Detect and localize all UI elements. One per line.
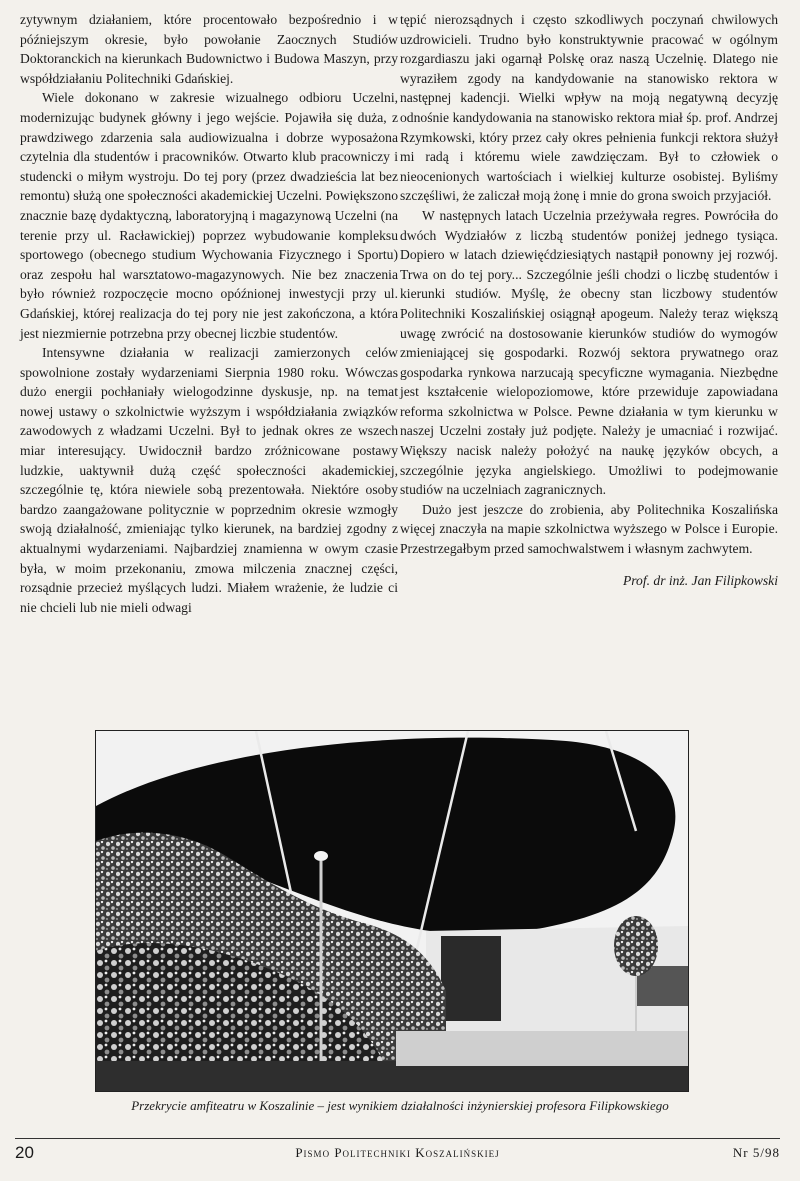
article-paragraph: tępić nierozsądnych i często szkodliwych poczynań chwilowych uzdrowicieli. Trudno było konstruktywnie pracować w ogólnym rozgardiaszu jaki ogarnął Polskę oraz naszą Uczelnię. Dlatego nie wyraziłem zgody na kandydowanie na stanowisko rektora w następnej kadencji. Wielki wpływ na moją negatywną decyzję odnośnie kandydowania na stanowisko rektora miał śp. prof. Andrzej Rzymkowski, który przez cały okres pełnienia funkcji rektora służył mi radą i któremu wiele zawdzięczam. Był to człowiek o nieocenionych wartościach i wielkiej kulturze osobistej. Byliśmy szczęśliwi, że zaliczał moją żonę i mnie do grona swoich przyjaciół. [400, 12, 778, 204]
article-paragraph: Wiele dokonano w zakresie wizualnego odbioru Uczelni, modernizując budynek główny i jego wejście. Pojawiła się duża, z prawdziwego zdarzenia sala audiowizualna i dobrze wyposażona czytelnia dla studentów i pracowników. Otwarto klub pracowniczy i studencki o miłym wystroju. Do tej pory (przez dwadzieścia lat bez remontu) służą one społeczności akademickiej Uczelni. Powiększono znacznie bazę dydaktyczną, laboratoryjną i magazynową Uczelni (na terenie przy ul. Racławickiej) poprzez wybudowanie kompleksu sportowego (obecnego studium Wychowania Fizycznego i Sportu) oraz zespołu hal warsztatowo-magazynowych. Nie bez znaczenia było również rozpoczęcie mocno opóźnionej inwestycji przy ul. Gdańskiej, której realizacja do tej pory nie jest zakończona, a która jest niezmiernie potrzebna przy obecnej liczbie studentów. [20, 90, 398, 341]
magazine-title: Pismo Politechniki Koszalińskiej [295, 1145, 500, 1160]
page-footer [15, 1138, 780, 1165]
article-paragraph: Intensywne działania w realizacji zamierzonych celów spowolnione zostały wydarzeniami Sierpnia 1980 roku. Wówczas dużo energii pochłaniały wielogodzinne dyskusje, np. na temat nowej ustawy o szkolnictwie wyższym i współdziałania związków zawodowych z władzami Uczelni. Był to jednak okres ze wszech miar interesujący. Uwidocznił bardzo zróżnicowane postawy ludzkie, uaktywnił dużą część społeczności akademickiej, szczególnie tę, która niewiele sobą prezentowała. Niektóre osoby bardzo zaangażowane politycznie w poprzednim okresie wzmogły swoją działalność, zmieniając tylko kierunek, na bardziej zgodny z aktualnymi wydarzeniami. Najbardziej znamienna w owym czasie była, w moim przekonaniu, zmowa milczenia znacznej części, rozsądnie przecież myślących ludzi. Miałem wrażenie, że ludzie ci nie chcieli lub nie mieli odwagi [20, 345, 398, 615]
author-signature: Prof. dr inż. Jan Filipkowski [622, 572, 778, 588]
amphitheatre-photo-image [96, 731, 688, 1091]
figure-caption: Przekrycie amfiteatru w Koszalinie – jest wynikiem działalności inżynierskiej profesora Filipkowskiego [131, 1098, 669, 1113]
article-paragraph: W następnych latach Uczelnia przeżywała regres. Powróciła do dwóch Wydziałów z liczbą studentów poniżej jednego tysiąca. Dopiero w latach dziewięćdziesiątych nastąpił ponowny jej rozwój. Trwa on do tej pory... Szczególnie jeśli chodzi o liczbę studentów i kierunki studiów. Myślę, że obecny stan liczbowy studentów Politechniki Koszalińskiej osiągnął apogeum. Należy teraz większą uwagę zwrócić na dostosowanie kierunków studiów do wymogów zmieniającej się gospodarki. Rozwój sektora prywatnego oraz gospodarka rynkowa narzucają specyficzne wymagania. Niezbędne jest kształcenie wielopoziomowe, które przewiduje zapowiadana reforma szkolnictwa w Polsce. Pewne działania w tym kierunku w naszej Uczelni zostały już podjęte. Należy je umacniać i rozwijać. Większy nacisk należy położyć na naukę języków obcych, a szczególnie języka angielskiego. Umożliwi to podejmowanie studiów na uczelniach zagranicznych. [400, 207, 778, 498]
article-paragraph: Dużo jest jeszcze do zrobienia, aby Politechnika Koszalińska więcej znaczyła na mapie szkolnictwa wyższego w Polsce i Europie. Przestrzegałbym przed samochwalstwem i własnym zachwytem. [400, 501, 778, 557]
article-paragraph: zytywnym działaniem, które procentowało bezpośrednio i w późniejszym okresie, było powołanie Zaocznych Studiów Doktoranckich na kierunkach Budownictwo i Budowa Maszyn, przy współdziałaniu Politechniki Gdańskiej. [20, 12, 398, 86]
article-column-right [400, 10, 778, 590]
article-column-left [20, 10, 398, 617]
amphitheatre-photo [95, 730, 689, 1092]
page-number: 20 [15, 1143, 34, 1162]
issue-number: Nr 5/98 [732, 1145, 780, 1160]
